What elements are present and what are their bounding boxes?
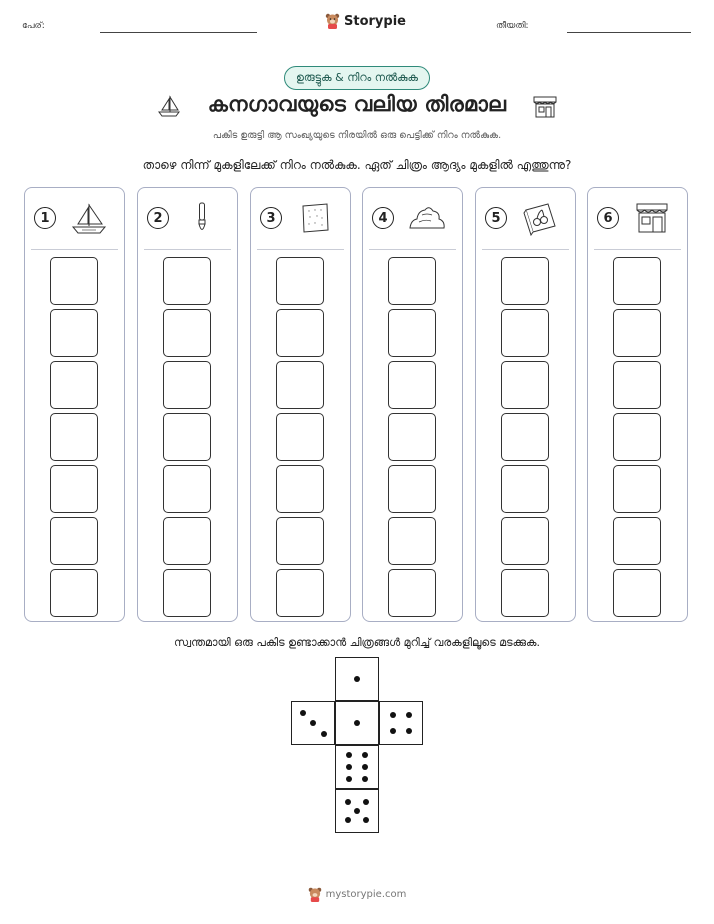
- color-cell[interactable]: [388, 361, 436, 409]
- footer-url[interactable]: mystorypie.com: [325, 889, 407, 900]
- die-net-instruction: സ്വന്തമായി ഒരു പകിട ഉണ്ടാക്കാൻ ചിത്രങ്ങൾ മുറിച്ച് വരകളിലൂടെ മടക്കുക.: [174, 636, 540, 649]
- column-6: [587, 187, 688, 622]
- color-cell[interactable]: [50, 413, 98, 461]
- column-number: 2: [147, 207, 169, 229]
- color-cell[interactable]: [613, 361, 661, 409]
- color-cell[interactable]: [163, 361, 211, 409]
- paper-sheet-icon: [295, 200, 335, 236]
- color-cell[interactable]: [163, 413, 211, 461]
- die-pip: [390, 712, 396, 718]
- die-pip: [362, 752, 368, 758]
- die-face-right: [379, 701, 423, 745]
- column-divider: [482, 249, 569, 250]
- color-cell[interactable]: [388, 309, 436, 357]
- column-number: 5: [485, 207, 507, 229]
- column-header: [251, 188, 350, 248]
- column-5: [475, 187, 576, 622]
- column-1: [24, 187, 125, 622]
- die-pip: [354, 808, 360, 814]
- activity-badge: ഉരുട്ടുക & നിറം നൽകുക: [284, 66, 430, 90]
- die-pip: [354, 720, 360, 726]
- color-cell[interactable]: [276, 257, 324, 305]
- column-2: [137, 187, 238, 622]
- color-cell[interactable]: [163, 517, 211, 565]
- color-cell[interactable]: [388, 465, 436, 513]
- color-cell[interactable]: [501, 465, 549, 513]
- cherry-box-icon: [520, 200, 560, 236]
- die-pip: [346, 776, 352, 782]
- page-title: കനഗാവയുടെ വലിയ തിരമാല: [207, 92, 507, 116]
- column-header: [138, 188, 237, 248]
- color-cell[interactable]: [276, 569, 324, 617]
- color-cell[interactable]: [613, 569, 661, 617]
- color-cell[interactable]: [50, 517, 98, 565]
- die-pip: [363, 799, 369, 805]
- name-label: പേര്:: [22, 21, 45, 31]
- column-header: [363, 188, 462, 248]
- brand-name: Storypie: [344, 13, 406, 29]
- die-pip: [345, 799, 351, 805]
- color-cell[interactable]: [613, 517, 661, 565]
- color-cell[interactable]: [50, 361, 98, 409]
- die-pip: [362, 776, 368, 782]
- color-cell[interactable]: [276, 465, 324, 513]
- color-cell[interactable]: [501, 309, 549, 357]
- color-cell[interactable]: [501, 361, 549, 409]
- paintbrush-icon: [182, 200, 222, 236]
- die-face-left: [291, 701, 335, 745]
- die-pip: [406, 712, 412, 718]
- column-4: [362, 187, 463, 622]
- die-pip: [345, 817, 351, 823]
- column-divider: [369, 249, 456, 250]
- column-header: [588, 188, 687, 248]
- column-3: [250, 187, 351, 622]
- color-cell[interactable]: [613, 413, 661, 461]
- column-number: 4: [372, 207, 394, 229]
- color-cell[interactable]: [388, 517, 436, 565]
- die-face-top: [335, 657, 379, 701]
- color-cell[interactable]: [388, 257, 436, 305]
- color-cell[interactable]: [613, 465, 661, 513]
- column-number: 6: [597, 207, 619, 229]
- instruction: താഴെ നിന്ന് മുകളിലേക്ക് നിറം നൽകുക. ഏത് ചിത്രം ആദ്യം മുകളിൽ എത്തുന്നു?: [142, 158, 572, 172]
- bear-mascot-icon: [325, 13, 340, 29]
- column-divider: [257, 249, 344, 250]
- color-cell[interactable]: [501, 413, 549, 461]
- sailboat-icon: [69, 200, 109, 236]
- column-divider: [31, 249, 118, 250]
- color-cell[interactable]: [50, 257, 98, 305]
- die-pip: [406, 728, 412, 734]
- column-divider: [144, 249, 231, 250]
- market-stall-title-icon: [531, 92, 559, 120]
- column-divider: [594, 249, 681, 250]
- column-header: [25, 188, 124, 248]
- market-stall-icon: [632, 200, 672, 236]
- die-face-center: [335, 701, 379, 745]
- color-cell[interactable]: [613, 257, 661, 305]
- color-cell[interactable]: [388, 413, 436, 461]
- color-cell[interactable]: [50, 569, 98, 617]
- die-pip: [346, 752, 352, 758]
- die-pip: [346, 764, 352, 770]
- color-cell[interactable]: [163, 569, 211, 617]
- color-cell[interactable]: [276, 517, 324, 565]
- die-pip: [310, 720, 316, 726]
- color-cell[interactable]: [50, 465, 98, 513]
- column-header: [476, 188, 575, 248]
- color-cell[interactable]: [501, 517, 549, 565]
- column-number: 3: [260, 207, 282, 229]
- color-cell[interactable]: [276, 309, 324, 357]
- color-cell[interactable]: [501, 569, 549, 617]
- die-face-bottom: [335, 789, 379, 833]
- die-pip: [362, 764, 368, 770]
- die-pip: [321, 731, 327, 737]
- brand-logo: [325, 13, 406, 29]
- die-pip: [354, 676, 360, 682]
- subtitle: പകിട ഉരുട്ടി ആ സംഖ്യയുടെ നിരയിൽ ഒരു പെട്ടിക്ക് നിറം നൽകുക.: [212, 130, 502, 141]
- color-cell[interactable]: [50, 309, 98, 357]
- die-face-lower: [335, 745, 379, 789]
- color-cell[interactable]: [276, 413, 324, 461]
- die-pip: [363, 817, 369, 823]
- sand-pile-icon: [407, 200, 447, 236]
- color-cell[interactable]: [276, 361, 324, 409]
- die-pip: [300, 710, 306, 716]
- die-pip: [390, 728, 396, 734]
- color-cell[interactable]: [501, 257, 549, 305]
- color-cell[interactable]: [163, 465, 211, 513]
- column-number: 1: [34, 207, 56, 229]
- color-cell[interactable]: [163, 257, 211, 305]
- color-cell[interactable]: [163, 309, 211, 357]
- color-cell[interactable]: [613, 309, 661, 357]
- color-cell[interactable]: [388, 569, 436, 617]
- name-line[interactable]: [100, 32, 257, 33]
- date-label: തീയതി:: [496, 21, 529, 31]
- footer: [0, 887, 714, 902]
- bear-mascot-icon: [308, 887, 322, 902]
- date-line[interactable]: [567, 32, 691, 33]
